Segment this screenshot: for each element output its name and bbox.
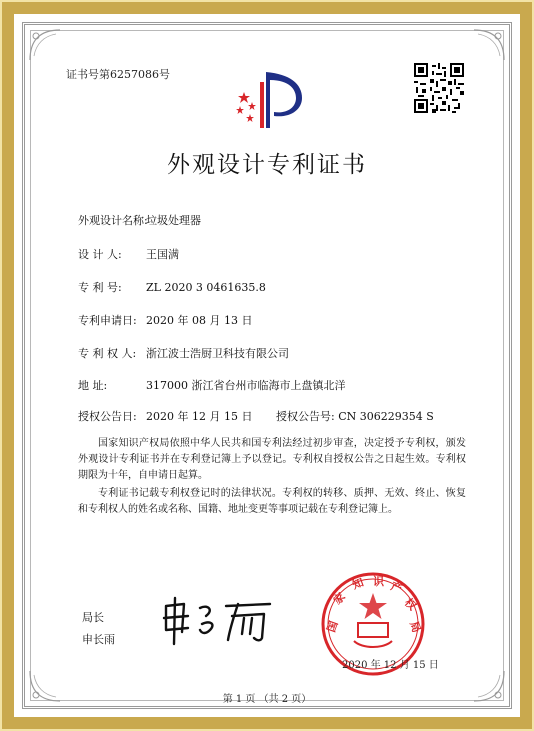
svg-text:家: 家 xyxy=(330,590,348,608)
director-signature-icon xyxy=(158,594,274,646)
svg-text:局: 局 xyxy=(407,619,424,635)
field-label: 授权公告日: xyxy=(78,410,137,423)
field-address xyxy=(78,377,346,393)
field-value: 2020 年 08 月 13 日 xyxy=(146,314,253,327)
field-designer xyxy=(78,246,179,262)
corner-ornament-icon xyxy=(26,26,64,64)
field-grant-date xyxy=(78,408,252,424)
certificate-title: 外观设计专利证书 xyxy=(167,152,367,178)
certificate-number: 证书号第6257086号 xyxy=(66,68,170,81)
svg-text:知: 知 xyxy=(350,575,366,592)
qr-code-icon xyxy=(414,63,464,113)
field-label: 专 利 号: xyxy=(78,281,122,294)
field-label: 外观设计名称: xyxy=(78,214,148,227)
field-label: 专 利 权 人: xyxy=(78,347,137,360)
seal-date: 2020 年 12 月 15 日 xyxy=(342,660,439,671)
field-patentee xyxy=(78,345,289,361)
corner-ornament-icon xyxy=(470,26,508,64)
director-title: 局长 xyxy=(82,611,104,624)
field-value: CN 306229354 S xyxy=(338,410,434,423)
field-label: 专利申请日: xyxy=(78,314,137,327)
field-value: ZL 2020 3 0461635.8 xyxy=(146,281,266,294)
svg-text:国: 国 xyxy=(324,619,341,635)
field-label: 地 址: xyxy=(78,379,108,392)
field-announcement-number xyxy=(276,408,434,424)
field-value: 317000 浙江省台州市临海市上盘镇北洋 xyxy=(146,379,346,392)
field-application-date xyxy=(78,312,252,328)
grant-statement-paragraph: 国家知识产权局依照中华人民共和国专利法经过初步审查，决定授予专利权，颁发外观设计专利证书并在专利登记簿上予以登记。专利权自授权公告之日起生效。专利权期限为十年，自申请日起算。 xyxy=(78,438,466,481)
field-value: 王国满 xyxy=(146,248,179,261)
field-value: 2020 年 12 月 15 日 xyxy=(146,410,253,423)
director-name: 申长雨 xyxy=(82,633,115,646)
svg-text:权: 权 xyxy=(401,595,419,613)
field-patent-number xyxy=(78,279,266,295)
legal-status-paragraph: 专利证书记载专利权登记时的法律状况。专利权的转移、质押、无效、终止、恢复和专利权人的姓名或名称、国籍、地址变更等事项记载在专利登记簿上。 xyxy=(78,488,466,515)
field-value: 浙江波士浩厨卫科技有限公司 xyxy=(146,347,289,360)
svg-text:产: 产 xyxy=(388,579,404,596)
page-number: 第 1 页 （共 2 页） xyxy=(222,694,312,705)
field-label: 授权公告号: xyxy=(276,410,335,423)
field-label: 设 计 人: xyxy=(78,248,122,261)
field-design-name xyxy=(78,212,201,228)
svg-text:识: 识 xyxy=(373,575,384,588)
patent-office-logo-icon xyxy=(230,66,304,132)
field-value: 垃圾处理器 xyxy=(146,214,201,227)
